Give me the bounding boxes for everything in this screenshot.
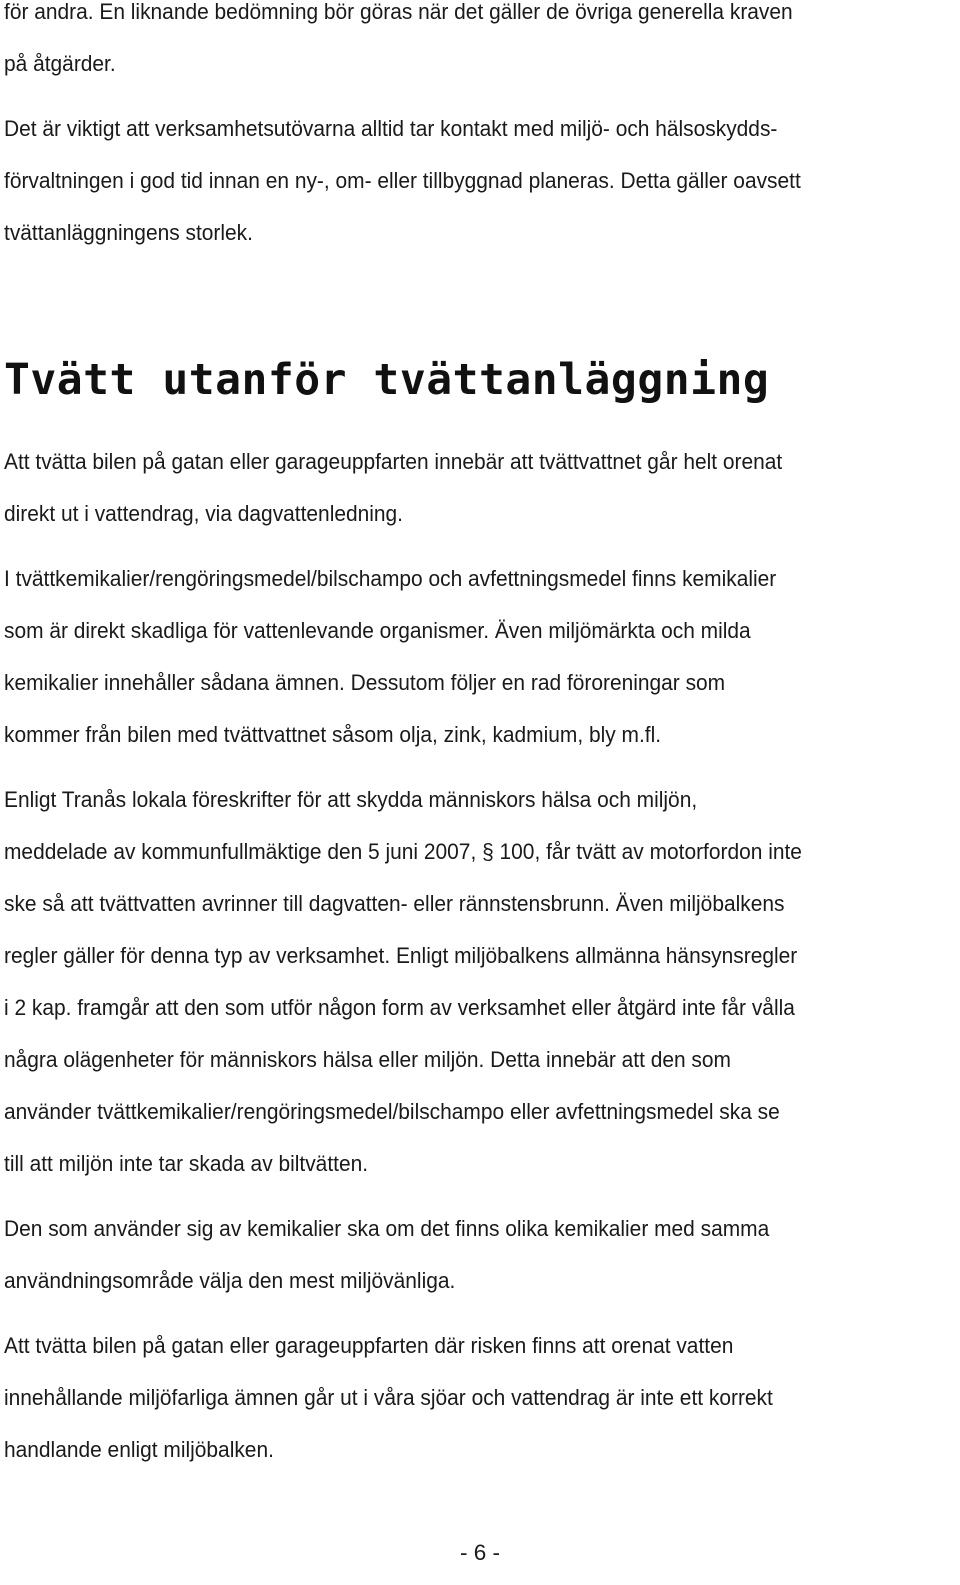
- text-line: innehållande miljöfarliga ämnen går ut i våra sjöar och vattendrag är inte ett korrekt: [4, 1385, 773, 1410]
- text-line: till att miljön inte tar skada av biltvätten.: [4, 1151, 369, 1176]
- text-line: I tvättkemikalier/rengöringsmedel/bilschampo och avfettningsmedel finns kemikalier: [4, 566, 777, 591]
- text-line: i 2 kap. framgår att den som utför någon form av verksamhet eller åtgärd inte får vålla: [4, 995, 795, 1020]
- text-line: på åtgärder.: [4, 51, 116, 76]
- text-line: meddelade av kommunfullmäktige den 5 juni 2007, § 100, får tvätt av motorfordon inte: [4, 839, 802, 864]
- text-line: regler gäller för denna typ av verksamhet. Enligt miljöbalkens allmänna hänsynsregler: [4, 943, 798, 968]
- page-number: - 6 -: [459, 1540, 500, 1565]
- text-line: Att tvätta bilen på gatan eller garageuppfarten där risken finns att orenat vatten: [4, 1333, 734, 1358]
- text-line: några olägenheter för människors hälsa eller miljön. Detta innebär att den som: [4, 1047, 731, 1072]
- text-line: handlande enligt miljöbalken.: [4, 1437, 274, 1462]
- text-line: kemikalier innehåller sådana ämnen. Dessutom följer en rad föroreningar som: [4, 670, 726, 695]
- text-line: för andra. En liknande bedömning bör göras när det gäller de övriga generella kraven: [4, 0, 793, 24]
- text-line: tvättanläggningens storlek.: [4, 220, 253, 245]
- text-line: Den som använder sig av kemikalier ska om det finns olika kemikalier med samma: [4, 1216, 770, 1241]
- text-line: förvaltningen i god tid innan en ny-, om- eller tillbyggnad planeras. Detta gäller oavsett: [4, 168, 801, 193]
- text-line: Enligt Tranås lokala föreskrifter för att skydda människors hälsa och miljön,: [4, 787, 698, 812]
- text-line: som är direkt skadliga för vattenlevande organismer. Även miljömärkta och milda: [4, 618, 751, 643]
- text-line: kommer från bilen med tvättvattnet såsom olja, zink, kadmium, bly m.fl.: [4, 722, 662, 747]
- text-line: Det är viktigt att verksamhetsutövarna alltid tar kontakt med miljö- och hälsoskydds-: [4, 116, 778, 141]
- section-heading: Tvätt utanför tvättanläggning: [4, 355, 770, 405]
- text-line: ske så att tvättvatten avrinner till dagvatten- eller rännstensbrunn. Även miljöbalkens: [4, 891, 785, 916]
- text-line: använder tvättkemikalier/rengöringsmedel/bilschampo eller avfettningsmedel ska se: [4, 1099, 780, 1124]
- text-line: användningsområde välja den mest miljövänliga.: [4, 1268, 456, 1293]
- text-line: Att tvätta bilen på gatan eller garageuppfarten innebär att tvättvattnet går helt orenat: [4, 449, 783, 474]
- text-line: direkt ut i vattendrag, via dagvattenledning.: [4, 501, 403, 526]
